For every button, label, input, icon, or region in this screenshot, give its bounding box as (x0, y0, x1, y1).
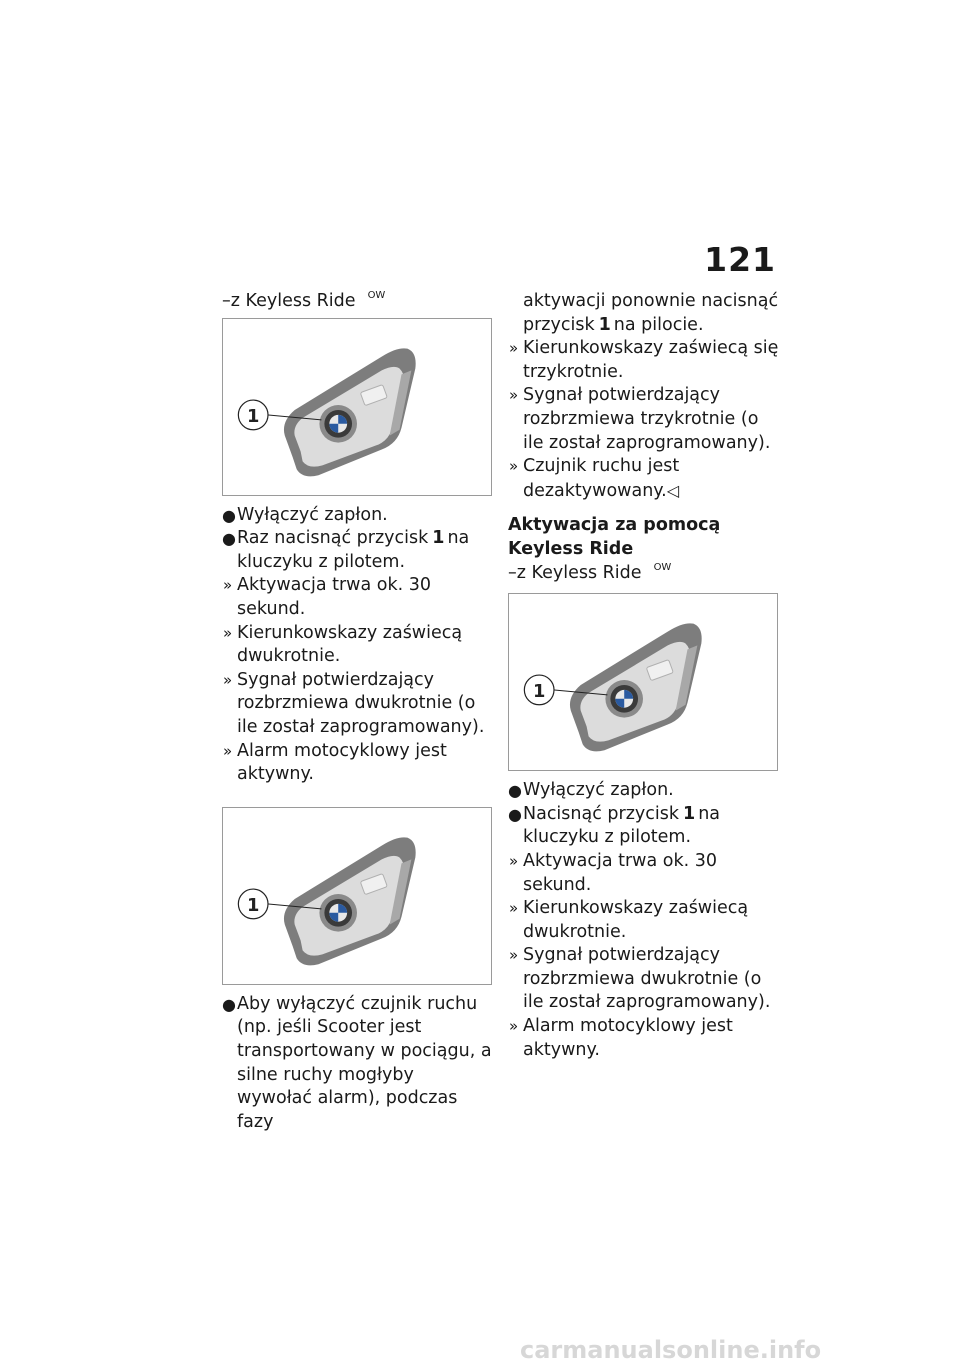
bullet-icon: ● (222, 505, 236, 525)
callout-number: 1 (532, 680, 546, 702)
list-item: » Kierunkowskazy zaświecą dwukrotnie. (509, 898, 749, 942)
watermark: carmanualsonline.info (520, 1336, 822, 1364)
key-fob-figure (222, 807, 492, 985)
steps-list-1 (222, 504, 494, 787)
button-reference: 1 (598, 314, 611, 335)
steps-list-3 (508, 779, 780, 1062)
list-item: » Sygnał potwierdzający rozbrzmiewa dwukrotnie (o ile został zaprogramowany). (509, 945, 771, 1013)
right-column (508, 290, 780, 1062)
result-icon: » (223, 670, 233, 689)
button-reference: 1 (683, 803, 696, 824)
model-variant-heading (508, 562, 780, 586)
list-item: ● Wyłączyć zapłon. (508, 779, 780, 803)
steps-list-2 (222, 993, 494, 1135)
button-reference: 1 (432, 528, 445, 549)
list-item: ● Nacisnąć przycisk 1 na kluczyku z pilotem. (508, 803, 721, 848)
heading-text: –z Keyless Ride (222, 291, 356, 311)
list-item: » Aktywacja trwa ok. 30 sekund. (223, 575, 432, 619)
list-item: ● Wyłączyć zapłon. (222, 504, 494, 528)
list-item: ● Raz nacisnąć przycisk 1 na kluczyku z pilotem. (222, 528, 470, 572)
callout-number: 1 (246, 405, 260, 427)
result-icon: » (223, 576, 233, 595)
result-icon: » (509, 851, 519, 870)
bullet-icon: ● (222, 529, 236, 549)
heading-superscript: OW (367, 290, 386, 301)
list-item: » Kierunkowskazy zaświecą się trzykrotnie. (509, 338, 779, 382)
list-item: » Kierunkowskazy zaświecą dwukrotnie. (223, 622, 463, 667)
bullet-icon: ● (222, 994, 236, 1014)
result-icon: » (509, 339, 519, 358)
key-fob-illustration (223, 808, 491, 984)
end-of-section-icon: ◁ (666, 480, 680, 500)
result-icon: » (509, 1017, 519, 1036)
key-fob-figure (508, 593, 778, 771)
list-item: » Sygnał potwierdzający rozbrzmiewa dwukrotnie (o ile został zaprogramowany). (223, 669, 485, 737)
bullet-icon: ● (508, 804, 522, 824)
key-fob-figure (222, 318, 492, 496)
result-icon: » (509, 457, 519, 476)
list-item: » Alarm motocyklowy jest aktywny. (509, 1016, 733, 1060)
list-item: » Sygnał potwierdzający rozbrzmiewa trzykrotnie (o ile został zaprogramowany). (509, 385, 771, 453)
result-icon: » (509, 946, 519, 965)
left-column (222, 290, 494, 1134)
heading-superscript: OW (653, 561, 672, 573)
list-item: » Alarm motocyklowy jest aktywny. (223, 740, 447, 785)
continued-steps (508, 290, 780, 503)
bullet-icon: ● (508, 781, 522, 801)
result-icon: » (509, 899, 519, 918)
callout-number: 1 (246, 894, 260, 916)
key-fob-illustration (223, 319, 491, 495)
result-icon: » (223, 623, 233, 642)
list-item: aktywacji ponownie nacisnąć przycisk 1 na pilocie. (523, 291, 779, 335)
result-icon: » (223, 741, 233, 760)
result-icon: » (509, 386, 519, 405)
page-number: 121 (704, 240, 776, 279)
list-item: ● Aby wyłączyć czujnik ruchu (np. jeśli Scooter jest transportowany w pociągu, a silne ruchy mogłyby wywołać alarm), podczas fazy (222, 993, 492, 1132)
model-variant-heading (222, 290, 494, 314)
heading-text: –z Keyless Ride (508, 562, 642, 583)
section-heading: Aktywacja za pomocą Keyless Ride (508, 515, 721, 559)
list-item: » Czujnik ruchu jest dezaktywowany.◁ (509, 456, 680, 501)
key-fob-illustration (509, 594, 777, 770)
list-item: » Aktywacja trwa ok. 30 sekund. (509, 850, 718, 895)
